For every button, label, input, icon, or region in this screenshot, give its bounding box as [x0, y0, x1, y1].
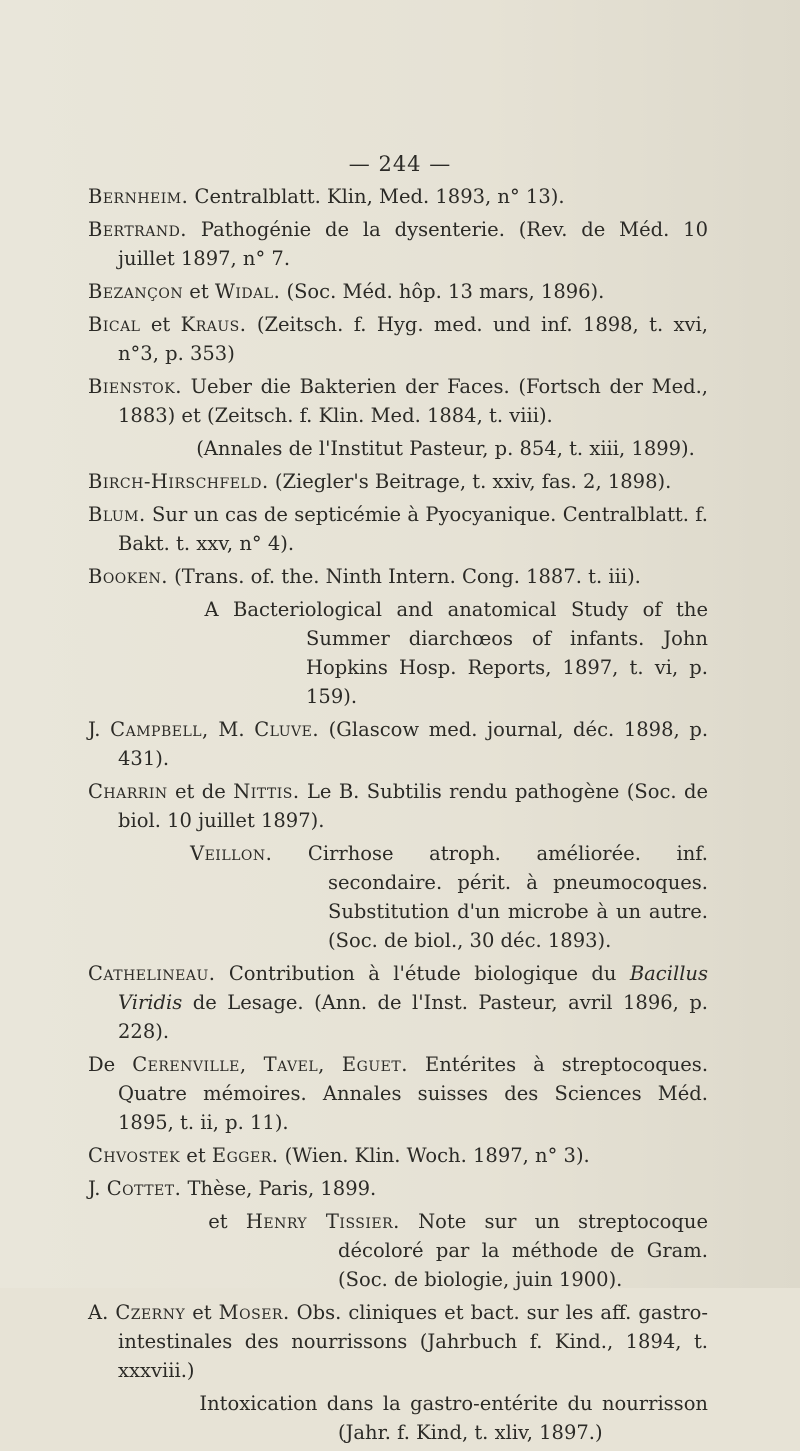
bibliography-entry [88, 1207, 708, 1294]
entry-text: Centralblatt. Klin, Med. 1893, n° 13). [188, 185, 565, 208]
entry-dash [118, 595, 190, 624]
entry-author: Cottet. [106, 1177, 182, 1200]
entry-author3: Eguet. [341, 1053, 408, 1076]
entry-author: Birch-Hirschfeld. [88, 470, 269, 493]
entry-author2: Kraus. [180, 313, 247, 336]
bibliography-entry [88, 1141, 708, 1170]
entry-author2: Veillon. [190, 842, 273, 865]
bibliography-entry [88, 182, 708, 211]
entry-text: (Ziegler's Beitrage, t. xxiv, fas. 2, 1898). [268, 470, 672, 493]
entry-text: Sur un cas de septicémie à Pyocyanique. Centralblatt. f. Bakt. t. xxv, n° 4). [118, 503, 708, 555]
entry-author: Booken. [88, 565, 168, 588]
entry-text: (Zeitsch. f. Hyg. med. und inf. 1898, t. xvi, n°3, p. 353) [118, 313, 708, 365]
bibliography-entry [88, 595, 708, 711]
entry-dash [118, 434, 190, 463]
entry-text: (Glascow med. journal, déc. 1898, p. 431). [118, 718, 709, 770]
entry-author: Campbell, [110, 718, 209, 741]
entry-author: Bezançon [88, 280, 184, 303]
bibliography-entry [88, 562, 708, 591]
bibliography-entry [88, 434, 708, 463]
entry-author2: Nittis. [233, 780, 300, 803]
page-number: — 244 — [348, 152, 452, 176]
entry-text: (Annales de l'Institut Pasteur, p. 854, t. xiii, 1899). [190, 437, 695, 460]
entry-author: Czerny [115, 1301, 186, 1324]
entry-prefix: De [88, 1053, 133, 1076]
entry-text: Intoxication dans la gastro-entérite du nourrisson (Jahr. f. Kind, t. xliv, 1897.) [190, 1392, 708, 1444]
entry-text: Cirrhose atroph. améliorée. inf. secondaire. périt. à pneumocoques. Substitution d'un microbe à un autre. (Soc. de biol., 30 déc. 1893). [272, 842, 708, 952]
entry-mid: et [180, 1144, 212, 1167]
bibliography-entry [88, 1298, 708, 1385]
entry-author: Chvostek [88, 1144, 181, 1167]
entry-mid: et [190, 1210, 246, 1233]
entry-author: Cathelineau. [88, 962, 216, 985]
entry-dash [118, 1389, 190, 1418]
entry-dash [118, 839, 190, 868]
entry-prefix: J. [88, 1177, 107, 1200]
entry-text: Entérites à streptocoques. Quatre mémoires. Annales suisses des Sciences Méd. 1895, t. ii, p. 11). [118, 1053, 709, 1134]
entry-author: Bical [88, 313, 141, 336]
entry-text: Ueber die Bakterien der Faces. (Fortsch der Med., 1883) et (Zeitsch. f. Klin. Med. 1884, t. viii). [118, 375, 708, 427]
entry-mid2 [325, 1053, 342, 1076]
bibliography-entry [88, 1050, 708, 1137]
entry-text: Thèse, Paris, 1899. [181, 1177, 377, 1200]
entry-italic: Bacillus Viridis [118, 962, 708, 1014]
entry-mid [247, 1053, 264, 1076]
entry-author2: Henry Tissier. [245, 1210, 400, 1233]
entry-author: Bertrand. [88, 218, 188, 241]
entry-mid: et de [167, 780, 234, 803]
entry-text: Contribution à l'étude biologique du [215, 962, 630, 985]
entry-author2: Cluve. [254, 718, 320, 741]
entry-author: Bienstok. [88, 375, 182, 398]
entry-text2: de Lesage. (Ann. de l'Inst. Pasteur, avril 1896, p. 228). [118, 991, 708, 1043]
bibliography-entry [88, 715, 708, 773]
entry-author2: Widal. [214, 280, 281, 303]
entry-text: (Soc. Méd. hôp. 13 mars, 1896). [280, 280, 605, 303]
entry-text: Note sur un streptocoque décoloré par la méthode de Gram. (Soc. de biologie, juin 1900). [338, 1210, 708, 1291]
bibliography-entry [88, 959, 708, 1046]
entry-author: Blum. [88, 503, 146, 526]
bibliography-entry [88, 1174, 708, 1203]
bibliography-entry [88, 500, 708, 558]
bibliography-entry [88, 1389, 708, 1447]
entry-author: Bernheim. [88, 185, 189, 208]
entry-author2: Moser. [218, 1301, 290, 1324]
entry-author: Cerenville, [132, 1053, 247, 1076]
bibliography-list [88, 182, 708, 1451]
entry-text: Le B. Subtilis rendu pathogène (Soc. de biol. 10 juillet 1897). [118, 780, 708, 832]
entry-text: (Wien. Klin. Woch. 1897, n° 3). [278, 1144, 590, 1167]
entry-author2: Tavel, [263, 1053, 325, 1076]
entry-mid: M. [208, 718, 255, 741]
bibliography-entry [88, 467, 708, 496]
bibliography-entry [88, 277, 708, 306]
bibliography-entry [88, 839, 708, 955]
bibliography-entry [88, 215, 708, 273]
entry-author: Charrin [88, 780, 168, 803]
entry-text: (Trans. of. the. Ninth Intern. Cong. 1887. t. iii). [167, 565, 641, 588]
entry-text: A Bacteriological and anatomical Study of the Summer diarchœos of infants. John Hopkins Hosp. Reports, 1897, t. vi, p. 159). [190, 598, 708, 708]
bibliography-entry [88, 310, 708, 368]
entry-text: Pathogénie de la dysenterie. (Rev. de Méd. 10 juillet 1897, n° 7. [118, 218, 708, 270]
entry-mid: et [183, 280, 215, 303]
entry-dash [118, 1207, 190, 1236]
entry-mid: et [185, 1301, 219, 1324]
entry-prefix: J. [88, 718, 111, 741]
entry-author2: Egger. [211, 1144, 279, 1167]
bibliography-entry [88, 777, 708, 835]
entry-mid: et [140, 313, 181, 336]
bibliography-entry [88, 372, 708, 430]
entry-prefix: A. [88, 1301, 116, 1324]
entry-text: Obs. cliniques et bact. sur les aff. gastro-intestinales des nourrissons (Jahrbuch f. Kind., 1894, t. xxxviii.) [118, 1301, 708, 1382]
